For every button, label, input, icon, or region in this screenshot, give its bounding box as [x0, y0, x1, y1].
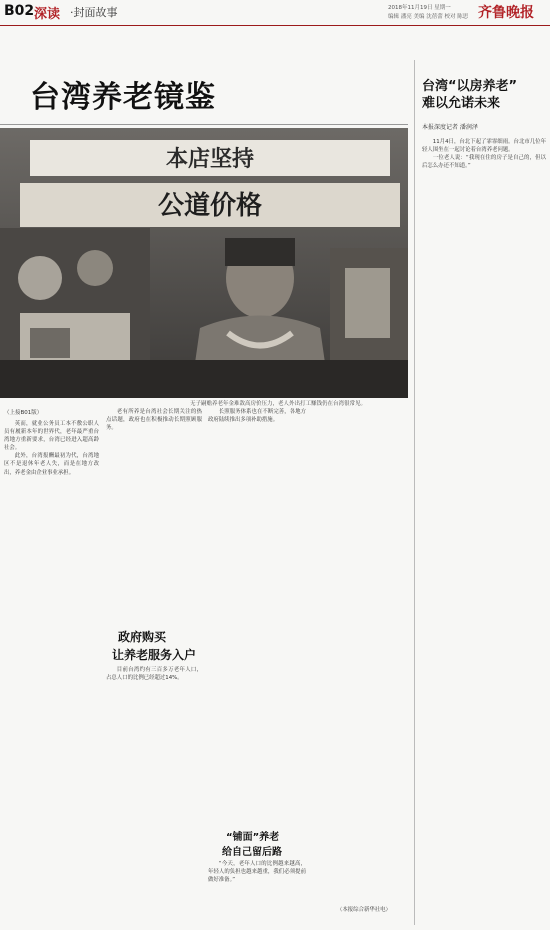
shop-sign-middle: 公道价格 [157, 191, 263, 221]
source-note: （本报综合新华社电） [337, 907, 391, 913]
section-subtitle: ·封面故事 [70, 6, 118, 19]
article-photo [0, 128, 408, 398]
sidebar-title-line-1: 台湾“以房养老” [422, 79, 518, 94]
sidebar-title [422, 78, 546, 112]
sidebar-title-line-2: 难以允诺未来 [422, 96, 501, 111]
paragraph: 老有所养是台湾社会长期关注的热点话题，政府也在积极推动长期照顾服务。 [106, 409, 202, 432]
paragraph: “今天，老年人口的比例越来越高，年轻人的负担也越来越重，我们必须提前做好准备。” [208, 861, 306, 884]
article-column-3-bottom [208, 860, 306, 922]
paragraph: 一位老人说：“我现在住的房子是自己的，但以后怎么办还不知道。” [422, 155, 546, 170]
subhead-government-purchase: 政府购买 [118, 630, 167, 644]
section-name: 深读 [34, 7, 61, 22]
paragraph: 11月4日，台北下起了霏霏细雨。台北市几位年轻人围坐在一起讨论着台湾养老问题。 [422, 139, 546, 154]
header-date: 2018年11月19日 星期一 [388, 5, 451, 11]
paragraph: 目前台湾约有三百多万老年人口，占总人口的比例已经超过14%。 [106, 667, 202, 682]
article-column-4 [312, 408, 410, 903]
sidebar-column [422, 138, 546, 923]
paragraph: 英而，就业公务员工本不敷公职人员有履新本年的世界代，老年最严重台湾地方重新要求，台湾已经进入超高龄社会。 [4, 421, 99, 452]
column-divider [414, 60, 415, 925]
article-column-2-top [106, 408, 202, 608]
shop-sign-top: 本店坚持 [165, 147, 255, 172]
subhead-shop-pension: “铺面”养老 [226, 832, 280, 843]
page-header [0, 0, 550, 26]
photo-illustration [0, 128, 408, 398]
article-title: 台湾养老镜鉴 [30, 80, 216, 115]
subhead-leave-retreat: 给自己留后路 [222, 847, 282, 858]
paragraph: 此外，台湾报酬最初为代，台湾地区不是退休年老人失，而是在地方改出，养老金由企业事业承担。 [4, 453, 99, 476]
photo-caption: 无子嗣赡养老年金难敌高房价压力，老人外出打工赚钱仍在台湾很常见。 [190, 401, 367, 407]
article-column-1 [4, 420, 99, 920]
sidebar-byline: 本报深度记者 潘润泽 [422, 124, 478, 131]
header-editors: 编辑 潘亮 美编 沈蓓蕾 校对 陈思 [388, 14, 469, 20]
paragraph: 长照服务体系也在不断完善，各地方政府陆续推出多项补助措施。 [208, 409, 306, 424]
article-column-3 [208, 408, 306, 824]
subhead-home-services: 让养老服务入户 [112, 648, 197, 662]
article-column-2-bottom [106, 666, 202, 922]
title-divider [0, 124, 408, 125]
page-number: B02 [4, 3, 35, 19]
continuation-note: （上接B01版） [4, 410, 43, 416]
newspaper-masthead: 齐鲁晚报 [478, 5, 534, 21]
